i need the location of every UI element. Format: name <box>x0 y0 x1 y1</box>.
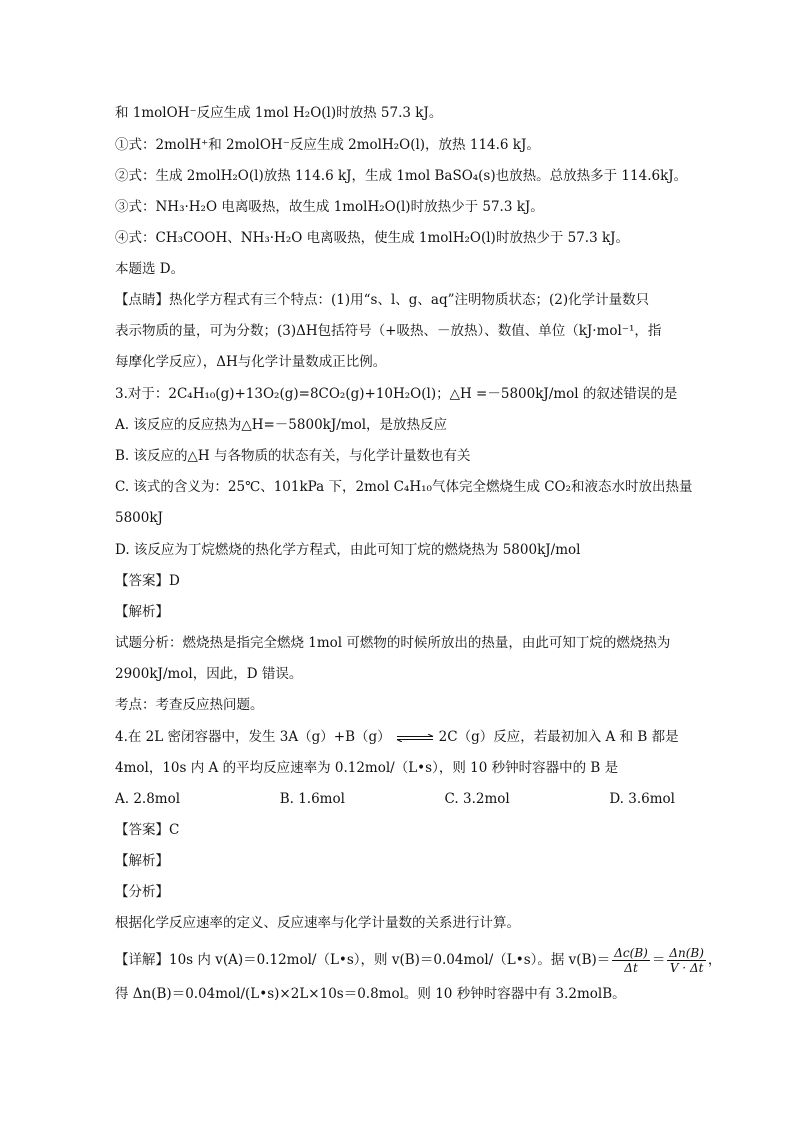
line-3: ②式：生成 2molH₂O(l)放热 114.6 kJ，生成 1mol BaSO₄(s)也放热。总放热多于 114.6kJ。 <box>115 168 688 184</box>
fraction-1-den: Δt <box>624 961 638 975</box>
line-2: ①式：2molH⁺和 2molOH⁻反应生成 2molH₂O(l)，放热 114.6 kJ。 <box>115 137 540 153</box>
option-3a: A. 该反应的反应热为△H=－5800kJ/mol，是放热反应 <box>115 417 448 433</box>
xiangjie-line-2: 得 Δn(B)＝0.04mol/(L•s)×2L×10s＝0.8mol。则 10 秒钟时容器中有 3.2molB。 <box>115 986 626 1002</box>
question-4-part2: 2C（g）反应，若最初加入 A 和 B 都是 <box>438 729 679 745</box>
question-4-part1: 4.在 2L 密闭容器中，发生 3A（g）+B（g） <box>115 729 391 745</box>
option-3c: C. 该式的含义为：25℃、101kPa 下，2mol C₄H₁₀气体完全燃烧生成 CO₂和液态水时放出热量 <box>115 479 693 495</box>
question-4 <box>115 727 679 747</box>
fenxi-heading: 【分析】 <box>115 884 169 900</box>
fraction-2-den: V · Δt <box>669 961 704 975</box>
analysis-heading-3: 【解析】 <box>115 604 169 620</box>
option-3b: B. 该反应的△H 与各物质的状态有关，与化学计量数也有关 <box>115 448 471 464</box>
fraction-2 <box>667 946 706 975</box>
option-3d: D. 该反应为丁烷燃烧的热化学方程式，由此可知丁烷的燃烧热为 5800kJ/mol <box>115 542 581 558</box>
option-4b: B. 1.6mol <box>279 791 345 807</box>
fraction-2-num: Δn(B) <box>669 946 704 960</box>
line-4: ③式：NH₃·H₂O 电离吸热，故生成 1molH₂O(l)时放热少于 57.3 kJ。 <box>115 199 544 215</box>
equilibrium-arrow-icon <box>395 734 435 742</box>
question-4-cont: 4mol，10s 内 A 的平均反应速率为 0.12mol/（L•s），则 10 秒钟时容器中的 B 是 <box>115 760 619 776</box>
fraction-1-num: Δc(B) <box>614 946 648 960</box>
note-line-3: 每摩化学反应），ΔH与化学计量数成正比例。 <box>115 354 387 370</box>
option-4d: D. 3.6mol <box>609 791 675 807</box>
analysis-line-1: 试题分析：燃烧热是指完全燃烧 1mol 可燃物的时候所放出的热量，由此可知丁烷的燃烧热为 <box>115 635 671 651</box>
question-3: 3.对于：2C₄H₁₀(g)+13O₂(g)=8CO₂(g)+10H₂O(l)；△H =－5800kJ/mol 的叙述错误的是 <box>115 386 678 402</box>
option-3c-cont: 5800kJ <box>115 510 163 526</box>
xiangjie-comma: ， <box>707 952 722 968</box>
fraction-1 <box>612 946 650 975</box>
analysis-line-2: 2900kJ/mol，因此，D 错误。 <box>115 666 303 682</box>
xiangjie-line-1 <box>115 946 721 975</box>
equals-sign: ＝ <box>651 952 666 968</box>
analysis-heading-4: 【解析】 <box>115 853 169 869</box>
line-1: 和 1molOH⁻反应生成 1mol H₂O(l)时放热 57.3 kJ。 <box>115 105 443 121</box>
answer-4: 【答案】C <box>115 822 180 838</box>
option-4c: C. 3.2mol <box>444 791 510 807</box>
line-5: ④式：CH₃COOH、NH₃·H₂O 电离吸热，使生成 1molH₂O(l)时放热少于 57.3 kJ。 <box>115 230 630 246</box>
options-4 <box>115 789 675 809</box>
kaodian: 考点：考查反应热问题。 <box>115 697 264 713</box>
line-6: 本题选 D。 <box>115 261 185 277</box>
xiangjie-text: 【详解】10s 内 v(A)＝0.12mol/（L•s），则 v(B)＝0.04mol/（L•s）。据 v(B)＝ <box>115 952 611 968</box>
note-line-2: 表示物质的量，可为分数；(3)ΔH包括符号（+吸热、－放热）、数值、单位（kJ·mol⁻¹，指 <box>115 323 662 339</box>
answer-3: 【答案】D <box>115 573 180 589</box>
fenxi-line: 根据化学反应速率的定义、反应速率与化学计量数的关系进行计算。 <box>115 915 520 931</box>
note-line-1: 【点睛】热化学方程式有三个特点：(1)用“s、l、g、aq”注明物质状态；(2)化学计量数只 <box>115 292 650 308</box>
option-4a: A. 2.8mol <box>115 791 181 807</box>
